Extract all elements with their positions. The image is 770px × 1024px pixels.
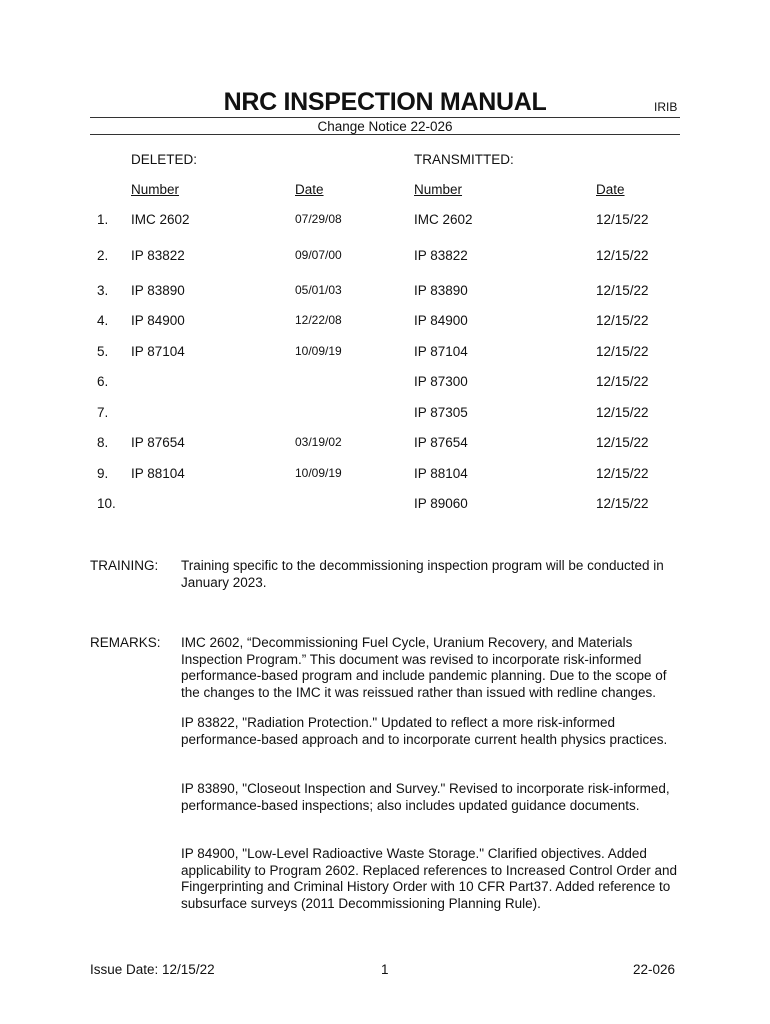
training-text: Training specific to the decommissioning inspection program will be conducted in January 2023. (181, 558, 664, 590)
transmitted-date: 12/15/22 (596, 212, 649, 227)
remarks-paragraph-ip-84900: IP 84900, "Low-Level Radioactive Waste Storage." Clarified objectives. Added applicability to Program 2602. Replaced references to Increased Control Order and Fingerprinting and Criminal History Order with 10 CFR Part37. Added reference to subsurface surveys (2011 Decommissioning Planning Rule). (181, 846, 678, 911)
transmitted-number: IP 83890 (414, 283, 468, 298)
row-index: 7. (97, 405, 109, 420)
transmitted-number: IP 88104 (414, 466, 468, 481)
deleted-date: 09/07/00 (295, 248, 342, 262)
deleted-date: 05/01/03 (295, 283, 342, 297)
transmitted-date: 12/15/22 (596, 313, 649, 328)
remarks-paragraph-ip-83890: IP 83890, "Closeout Inspection and Survey." Revised to incorporate risk-informed, performance-based inspections; also includes updated guidance documents. (181, 781, 670, 813)
row-index: 2. (97, 248, 109, 263)
table-row (0, 466, 770, 484)
transmitted-date: 12/15/22 (596, 466, 649, 481)
row-index: 1. (97, 212, 109, 227)
row-index: 10. (97, 496, 116, 511)
deleted-date: 12/22/08 (295, 313, 342, 327)
transmitted-number-header: Number (414, 182, 463, 197)
transmitted-number: IP 87104 (414, 344, 468, 359)
deleted-date: 10/09/19 (295, 466, 342, 480)
deleted-number: IP 88104 (131, 466, 185, 481)
row-index: 5. (97, 344, 109, 359)
remarks-paragraph-ip-83822: IP 83822, "Radiation Protection." Updated to reflect a more risk-informed performance-based approach and to incorporate current health physics practices. (181, 715, 668, 747)
deleted-date: 03/19/02 (295, 435, 342, 449)
footer-document-code: 22-026 (633, 962, 676, 977)
training-label: TRAINING: (90, 558, 159, 573)
footer-issue-date: Issue Date: 12/15/22 (90, 962, 215, 977)
transmitted-number: IP 89060 (414, 496, 468, 511)
transmitted-number: IMC 2602 (414, 212, 473, 227)
footer-page-number: 1 (381, 962, 389, 977)
table-row (0, 374, 770, 392)
irib-tag: IRIB (654, 100, 678, 114)
transmitted-number: IP 83822 (414, 248, 468, 263)
row-index: 3. (97, 283, 109, 298)
transmitted-date: 12/15/22 (596, 248, 649, 263)
transmitted-date: 12/15/22 (596, 496, 649, 511)
row-index: 9. (97, 466, 109, 481)
transmitted-number: IP 87305 (414, 405, 468, 420)
deleted-number: IMC 2602 (131, 212, 190, 227)
change-notice: Change Notice 22-026 (317, 119, 453, 134)
deleted-number: IP 84900 (131, 313, 185, 328)
deleted-number-header: Number (131, 182, 180, 197)
row-index: 6. (97, 374, 109, 389)
table-row (0, 344, 770, 362)
remarks-label: REMARKS: (90, 635, 161, 650)
deleted-date: 07/29/08 (295, 212, 342, 226)
row-index: 8. (97, 435, 109, 450)
deleted-heading: DELETED: (131, 152, 198, 167)
transmitted-date: 12/15/22 (596, 374, 649, 389)
transmitted-date: 12/15/22 (596, 435, 649, 450)
row-index: 4. (97, 313, 109, 328)
deleted-number: IP 87654 (131, 435, 185, 450)
transmitted-number: IP 87300 (414, 374, 468, 389)
transmitted-number: IP 87654 (414, 435, 468, 450)
page-title: NRC INSPECTION MANUAL (223, 88, 547, 116)
transmitted-heading: TRANSMITTED: (414, 152, 514, 167)
deleted-date: 10/09/19 (295, 344, 342, 358)
table-row (0, 313, 770, 331)
transmitted-date: 12/15/22 (596, 344, 649, 359)
transmitted-date-header: Date (596, 182, 625, 197)
transmitted-date: 12/15/22 (596, 283, 649, 298)
table-row (0, 496, 770, 514)
transmitted-number: IP 84900 (414, 313, 468, 328)
deleted-date-header: Date (295, 182, 324, 197)
change-notice-rule (90, 134, 680, 135)
table-row (0, 283, 770, 301)
table-row (0, 248, 770, 266)
table-row (0, 435, 770, 453)
deleted-number: IP 83822 (131, 248, 185, 263)
transmitted-date: 12/15/22 (596, 405, 649, 420)
remarks-paragraph-imc-2602: IMC 2602, “Decommissioning Fuel Cycle, Uranium Recovery, and Materials Inspection Program.” This document was revised to incorporate risk-informed performance-based program and include pandemic planning. Due to the scope of the changes to the IMC it was reissued rather than issued with redline changes. (181, 635, 667, 700)
table-row (0, 212, 770, 230)
deleted-number: IP 87104 (131, 344, 185, 359)
deleted-number: IP 83890 (131, 283, 185, 298)
table-row (0, 405, 770, 423)
title-rule (90, 117, 680, 118)
